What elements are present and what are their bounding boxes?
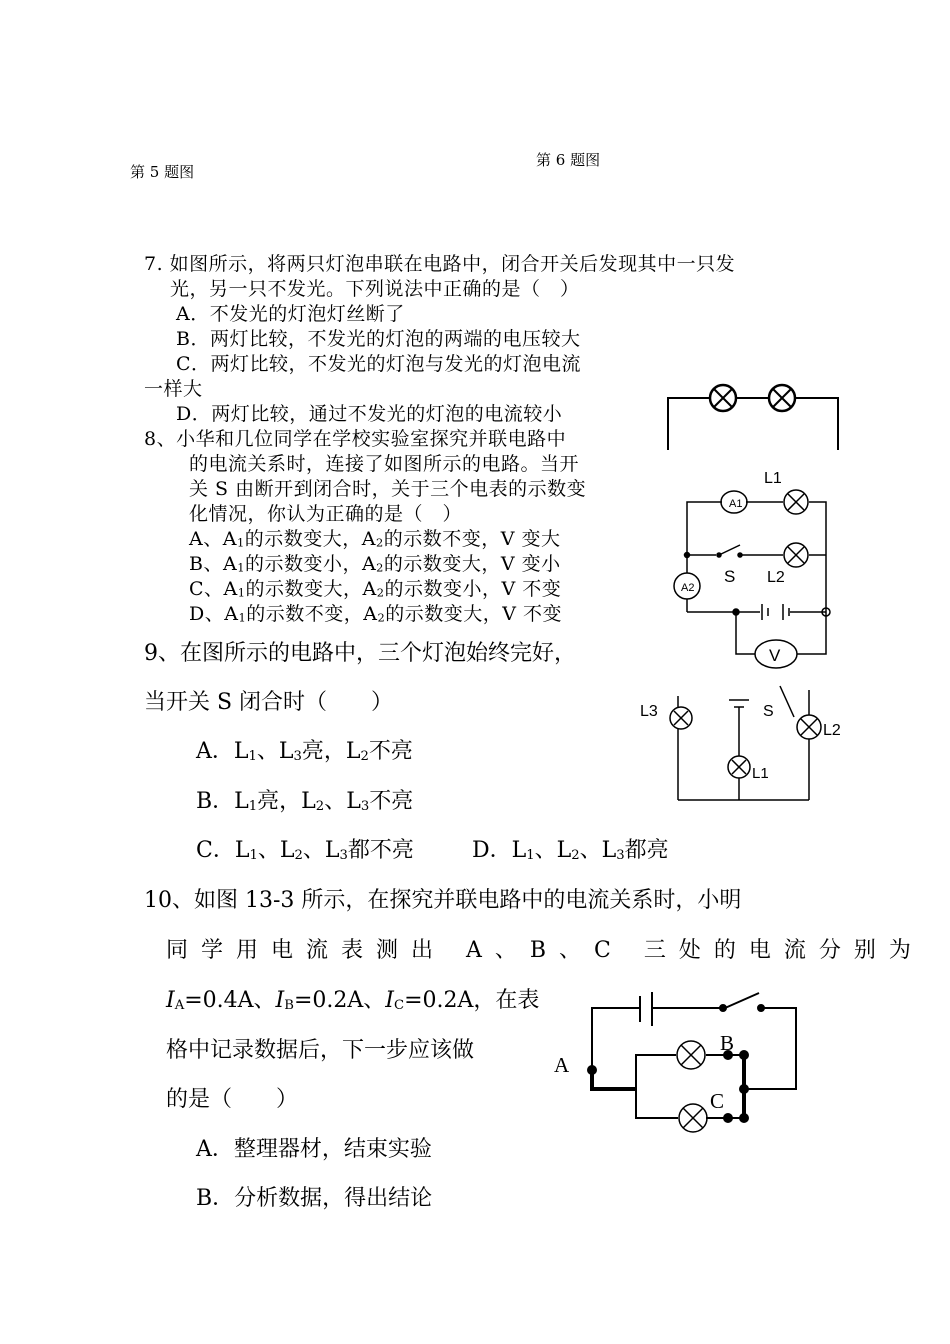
q9-option-d: D．$L_1$、$L_2$、$L_3$都亮 bbox=[472, 838, 669, 863]
bulb-icon bbox=[677, 1041, 705, 1069]
l3-label: L3 bbox=[640, 703, 658, 720]
a1-label: A1 bbox=[729, 498, 743, 510]
q10-stem-line-4: 格中记录数据后，下一步应该做 bbox=[166, 1038, 475, 1063]
bulb-icon bbox=[710, 385, 736, 411]
l2-label: L2 bbox=[823, 722, 841, 739]
q8-option-c: C、$A_1$的示数变大，$A_2$的示数变小，V 不变 bbox=[189, 578, 562, 600]
q8-stem-line-3: 关 S 由断开到闭合时，关于三个电表的示数变 bbox=[189, 478, 587, 500]
bulb-icon bbox=[728, 756, 750, 778]
q9-option-c: C．$L_1$、$L_2$、$L_3$都不亮 bbox=[196, 838, 414, 863]
point-b-label: B bbox=[720, 1031, 735, 1055]
bulb-icon bbox=[769, 385, 795, 411]
l1-label: L1 bbox=[764, 470, 782, 487]
q10-option-b: B．分析数据，得出结论 bbox=[196, 1186, 433, 1211]
bulb-icon bbox=[797, 715, 821, 739]
figure-6-caption: 第 6 题图 bbox=[536, 151, 601, 169]
q10-stem-line-5: 的是（ ） bbox=[166, 1087, 299, 1112]
q8-option-a: A、$A_1$的示数变大，$A_2$的示数不变，V 变大 bbox=[189, 528, 561, 550]
bulb-icon bbox=[784, 543, 808, 567]
q8-stem-line-2: 的电流关系时，连接了如图所示的电路。当开 bbox=[189, 453, 580, 475]
q7-option-d: D．两灯比较，通过不发光的灯泡的电流较小 bbox=[176, 403, 563, 425]
a2-label: A2 bbox=[681, 582, 695, 594]
q7-option-a: A．不发光的灯泡灯丝断了 bbox=[176, 303, 405, 325]
q10-stem-line-1: 10、如图 13-3 所示，在探究并联电路中的电流关系时，小明 bbox=[144, 888, 742, 913]
point-a-label: A bbox=[554, 1053, 570, 1077]
q7-series-circuit bbox=[668, 385, 838, 450]
bulb-icon bbox=[679, 1104, 707, 1132]
q9-option-a: A．$L_1$、$L_3$亮，$L_2$不亮 bbox=[196, 739, 413, 764]
figure-5-caption: 第 5 题图 bbox=[130, 163, 195, 181]
voltmeter-label: V bbox=[769, 646, 781, 665]
q8-stem-line-1: 8、小华和几位同学在学校实验室探究并联电路中 bbox=[144, 428, 567, 450]
q10-stem-line-2: 同学用电流表测出 A、B、C 三处的电流分别为 bbox=[166, 938, 924, 963]
q7-stem-line-1: 7. 如图所示，将两只灯泡串联在电路中，闭合开关后发现其中一只发 bbox=[144, 253, 736, 275]
q9-circuit bbox=[640, 686, 841, 800]
bulb-icon bbox=[784, 490, 808, 514]
q7-option-b: B．两灯比较，不发光的灯泡的两端的电压较大 bbox=[176, 328, 581, 350]
q8-parallel-circuit bbox=[674, 470, 830, 668]
q10-stem-line-3: $I_A=0.4A$、$I_B=0.2A$、$I_C=0.2A$，在表 bbox=[166, 988, 540, 1013]
bulb-icon bbox=[670, 707, 692, 729]
switch-label: S bbox=[724, 567, 736, 586]
q9-option-b: B．$L_1$亮，$L_2$、$L_3$不亮 bbox=[196, 789, 414, 814]
q8-option-b: B、$A_1$的示数变小，$A_2$的示数变大，V 变小 bbox=[189, 553, 561, 575]
q9-stem-line-1: 9、在图所示的电路中，三个灯泡始终完好， bbox=[144, 641, 576, 666]
q8-option-d: D、$A_1$的示数不变，$A_2$的示数变大，V 不变 bbox=[189, 603, 562, 625]
l2-label: L2 bbox=[767, 569, 785, 586]
q10-circuit bbox=[554, 992, 796, 1132]
q7-stem-line-2: 光，另一只不发光。下列说法中正确的是（ ） bbox=[170, 278, 580, 300]
switch-label: S bbox=[763, 703, 774, 720]
q8-stem-line-4: 化情况，你认为正确的是（ ） bbox=[189, 503, 463, 525]
q7-option-c-cont: 一样大 bbox=[144, 378, 203, 400]
q9-stem-line-2: 当开关 S 闭合时（ ） bbox=[144, 690, 394, 715]
l1-label: L1 bbox=[752, 765, 769, 782]
q10-option-a: A．整理器材，结束实验 bbox=[196, 1137, 432, 1162]
q7-option-c: C．两灯比较，不发光的灯泡与发光的灯泡电流 bbox=[176, 353, 582, 375]
point-c-label: C bbox=[710, 1089, 725, 1113]
